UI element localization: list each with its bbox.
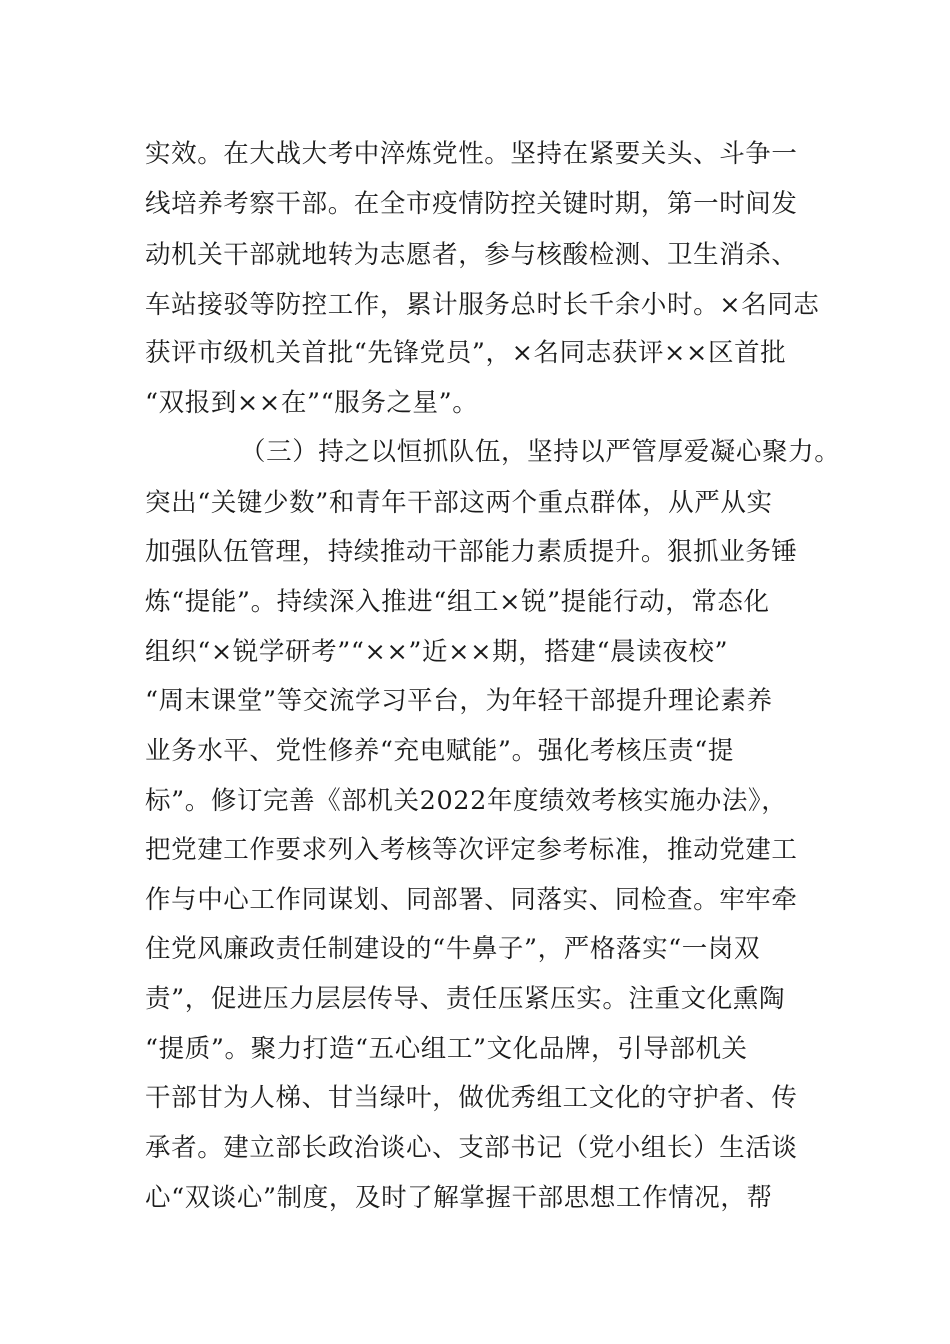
text-line: 作与中心工作同谋划、同部署、同落实、同检查。牢牢牵	[145, 885, 798, 915]
text-line: 线培养考察干部。在全市疫情防控关键时期，第一时间发	[145, 189, 798, 219]
text-line: 承者。建立部长政治谈心、支部书记（党小组长）生活谈	[145, 1133, 798, 1163]
text-line: 干部甘为人梯、甘当绿叶，做优秀组工文化的守护者、传	[145, 1083, 798, 1113]
text-line: 把党建工作要求列入考核等次评定参考标准，推动党建工	[145, 835, 798, 865]
text-line: 炼“提能”。持续深入推进“组工×锐”提能行动，常态化	[145, 587, 770, 617]
text-line: 获评市级机关首批“先锋党员”，×名同志获评××区首批	[145, 338, 787, 368]
text-line: 车站接驳等防控工作，累计服务总时长千余小时。×名同志	[145, 290, 820, 320]
text-line: 动机关干部就地转为志愿者，参与核酸检测、卫生消杀、	[145, 240, 798, 270]
text-line: “提质”。聚力打造“五心组工”文化品牌，引导部机关	[145, 1034, 748, 1064]
text-line: 住党风廉政责任制建设的“牛鼻子”，严格落实“一岗双	[145, 934, 761, 964]
text-line: 业务水平、党性修养“充电赋能”。强化考核压责“提	[145, 736, 735, 766]
text-line: 实效。在大战大考中淬炼党性。坚持在紧要关头、斗争一	[145, 139, 798, 169]
section-heading: （三）持之以恒抓队伍，坚持以严管厚爱凝心聚力。	[240, 437, 841, 467]
text-line: “双报到××在”“服务之星”。	[145, 388, 479, 418]
text-line: “周末课堂”等交流学习平台，为年轻干部提升理论素养	[145, 686, 773, 716]
text-line: 心“双谈心”制度，及时了解掌握干部思想工作情况，帮	[145, 1183, 773, 1213]
text-line: 组织“×锐学研考”“××”近××期，搭建“晨读夜校”	[145, 637, 729, 667]
text-line: 标”。修订完善《部机关2022年度绩效考核实施办法》，	[145, 786, 788, 816]
text-line: 责”，促进压力层层传导、责任压紧压实。注重文化熏陶	[145, 984, 786, 1014]
text-line: 加强队伍管理，持续推动干部能力素质提升。狠抓业务锤	[145, 537, 798, 567]
text-line: 突出“关键少数”和青年干部这两个重点群体，从严从实	[145, 488, 773, 518]
